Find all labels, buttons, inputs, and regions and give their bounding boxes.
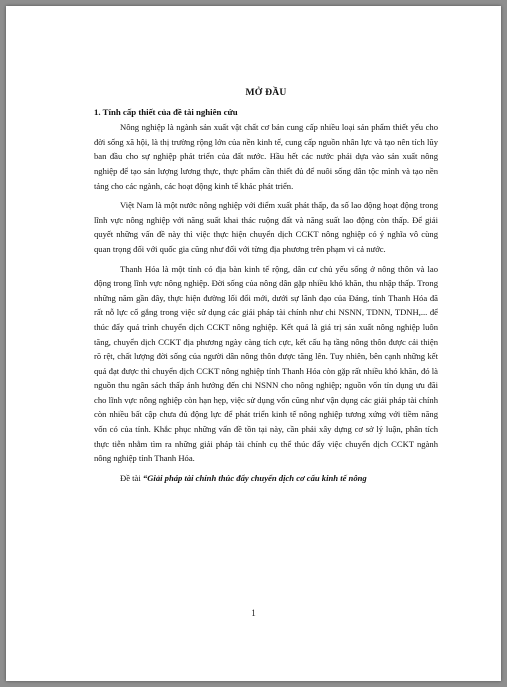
- document-page: [6, 6, 501, 681]
- page-number: 1: [251, 608, 256, 618]
- paragraph-2: Việt Nam là một nước nông nghiệp với điểm xuất phát thấp, đa số lao động hoạt động trong lĩnh vực nông nghiệp với năng suất khai thác ruộng đất và năng suất lao động còn thấp. Để giải quyết những vấn đề này thì việc thực hiện chuyển dịch CCKT nông nghiệp có ý nghĩa vô cùng quan trọng đối với quốc gia cũng như đối với từng địa phương trên phạm vi cả nước.: [94, 200, 438, 254]
- paragraph-3: Thanh Hóa là một tỉnh có địa bàn kinh tế rộng, dân cư chủ yếu sống ở nông thôn và lao động trong lĩnh vực nông nghiệp. Đời sống của nông dân gặp nhiều khó khăn, thu nhập thấp. Trong những năm gần đây, thực hiện đường lối đổi mới, dưới sự lãnh đạo của Đảng, tỉnh Thanh Hóa đã rất nỗ lực cố gắng trong việc sử dụng các giải pháp tài chính như chi NSNN, TDNN, TDNH,... để thúc đẩy quá trình chuyển dịch CCKT nông nghiệp. Kết quả là giá trị sản xuất nông nghiệp luôn tăng, chuyển dịch CCKT địa phương ngày càng tích cực, kết cấu hạ tầng nông thôn được cải thiện rõ rệt, chất lượng đời sống của người dân nông thôn được tăng lên. Tuy nhiên, bên cạnh những kết quả đạt được thì chuyển dịch CCKT nông nghiệp tỉnh Thanh Hóa còn gặp rất nhiều khó khăn, đó là nguồn thu ngân sách thấp ảnh hưởng đến chi NSNN cho nông nghiệp; nguồn vốn tín dụng ưu đãi cho lĩnh vực nông nghiệp còn hạn hẹp, việc sử dụng vốn cũng như vận dụng các giải pháp tài chính còn nhiều bất cập chưa đủ động lực để phát triển kinh tế nông nghiệp tương xứng với tiềm năng vốn có của tỉnh. Khắc phục những vấn đề tồn tại này, cần phải xây dựng cơ sở lý luận, phân tích thực tiễn nhằm tìm ra những giải pháp tài chính cụ thể thúc đẩy việc chuyển dịch CCKT ngành nông nghiệp tỉnh Thanh Hóa.: [94, 263, 438, 464]
- paragraph-1: Nông nghiệp là ngành sản xuất vật chất cơ bản cung cấp nhiều loại sản phẩm thiết yếu cho đời sống xã hội, là thị trường rộng lớn của nền kinh tế, cung cấp nguồn nhân lực và tạo nên tích lũy ban đầu cho sự nghiệp phát triển của đất nước. Hầu hết các nước phải dựa vào sản xuất nông nghiệp để tạo sản lượng lương thực, thực phẩm cần thiết đủ để nuôi sống dân tộc mình và tạo nền tảng cho các ngành, các hoạt động kinh tế khác phát triển.: [94, 122, 438, 191]
- section-heading: 1. Tính cấp thiết của đề tài nghiên cứu: [94, 106, 238, 117]
- page-content: [94, 86, 438, 490]
- page-title: MỞ ĐẦU: [245, 87, 287, 98]
- paragraph-4-prefix: Đề tài: [120, 472, 143, 483]
- paragraph-4: [94, 471, 438, 486]
- thesis-title-emphasis: “Giải pháp tài chính thúc đẩy chuyển dịch cơ cấu kinh tế nông: [142, 472, 367, 483]
